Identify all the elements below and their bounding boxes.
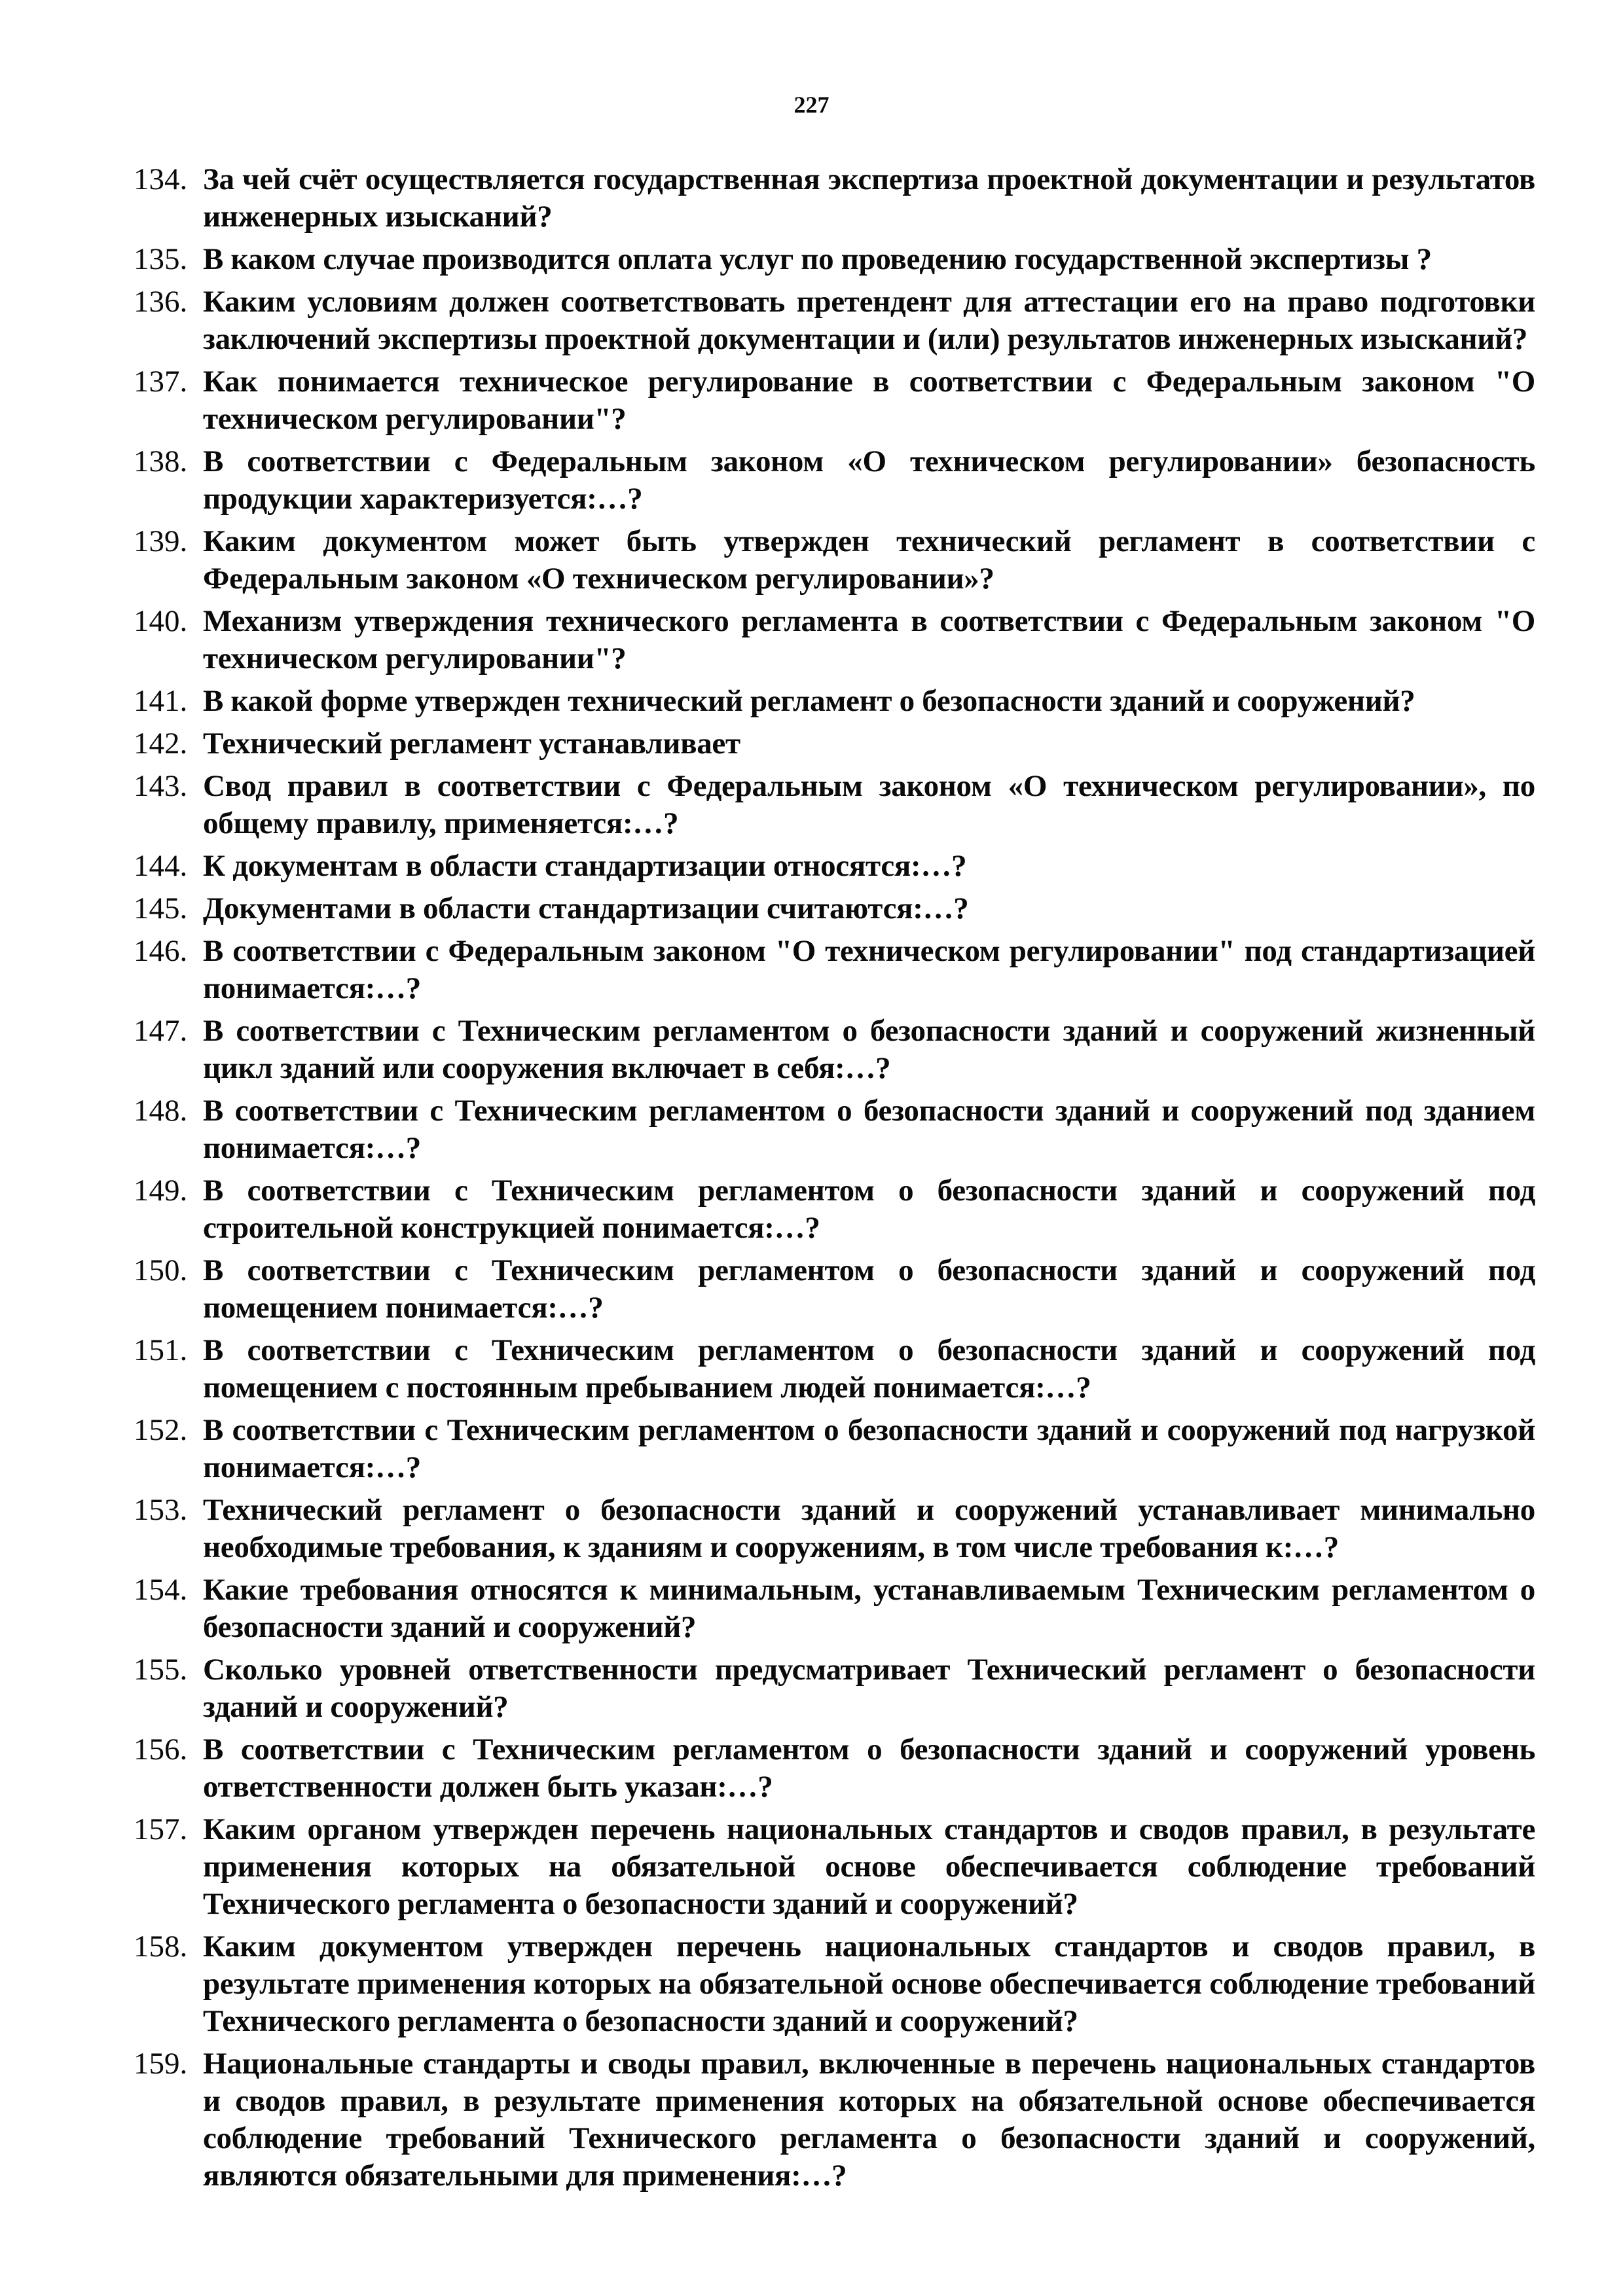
question-text: Свод правил в соответствии с Федеральным законом «О техническом регулировании», по общему правилу, применяется:…? xyxy=(203,769,1535,840)
question-text: Какие требования относятся к минимальным, устанавливаемым Техническим регламентом о безопасности зданий и сооружений? xyxy=(203,1573,1535,1644)
question-number: 155. xyxy=(134,1653,188,1687)
question-number: 142. xyxy=(134,726,188,761)
question-item xyxy=(111,725,1535,762)
question-item xyxy=(111,1492,1535,1566)
question-item xyxy=(111,523,1535,598)
question-item xyxy=(111,2045,1535,2195)
question-number: 149. xyxy=(134,1174,188,1208)
question-number: 135. xyxy=(134,242,188,276)
question-text: Каким условиям должен соответствовать претендент для аттестации его на право подготовки заключений экспертизы проектной документации и (или) результатов инженерных изысканий? xyxy=(203,285,1535,356)
question-text: В соответствии с Техническим регламентом о безопасности зданий и сооружений уровень ответственности должен быть указан:…? xyxy=(203,1732,1535,1804)
question-text: В соответствии с Федеральным законом «О техническом регулировании» безопасность продукции характеризуется:…? xyxy=(203,444,1535,516)
question-number-cell xyxy=(111,363,203,401)
question-number-cell xyxy=(111,1172,203,1210)
question-number-cell xyxy=(111,2045,203,2083)
question-text: К документам в области стандартизации относятся:…? xyxy=(203,849,967,883)
question-text: Механизм утверждения технического регламента в соответствии с Федеральным законом "О техническом регулировании"? xyxy=(203,604,1535,675)
question-text: За чей счёт осуществляется государственная экспертиза проектной документации и результатов инженерных изысканий? xyxy=(203,162,1535,234)
question-item xyxy=(111,1928,1535,2040)
question-number-cell xyxy=(111,848,203,885)
question-item xyxy=(111,1651,1535,1726)
question-text: Сколько уровней ответственности предусматривает Технический регламент о безопасности зданий и сооружений? xyxy=(203,1653,1535,1724)
question-number: 141. xyxy=(134,684,188,718)
question-item xyxy=(111,1092,1535,1167)
question-number-cell xyxy=(111,1928,203,1965)
question-text: В соответствии с Техническим регламентом о безопасности зданий и сооружений под нагрузкой понимается:…? xyxy=(203,1413,1535,1484)
question-number-cell xyxy=(111,683,203,720)
question-number: 144. xyxy=(134,849,188,883)
question-text: Каким документом утвержден перечень национальных стандартов и сводов правил, в результате применения которых на обязательной основе обеспечивается соблюдение требований Технического регламента о безопасности зданий и сооружений? xyxy=(203,1929,1535,2038)
question-item xyxy=(111,1412,1535,1486)
question-number-cell xyxy=(111,1492,203,1529)
question-number: 150. xyxy=(134,1253,188,1287)
question-number: 158. xyxy=(134,1929,188,1964)
question-item xyxy=(111,603,1535,677)
question-number: 139. xyxy=(134,524,188,558)
question-number-cell xyxy=(111,1571,203,1609)
question-text: В каком случае производится оплата услуг по проведению государственной экспертизы ? xyxy=(203,242,1432,276)
question-number-cell xyxy=(111,1731,203,1768)
question-text: Каким органом утвержден перечень национальных стандартов и сводов правил, в результате применения которых на обязательной основе обеспечивается соблюдение требований Технического регламента о безопасности зданий и сооружений? xyxy=(203,1812,1535,1921)
question-item xyxy=(111,443,1535,518)
question-text: Технический регламент о безопасности зданий и сооружений устанавливает минимально необходимые требования, к зданиям и сооружениям, в том числе требования к:…? xyxy=(203,1493,1535,1564)
question-text: Каким документом может быть утвержден технический регламент в соответствии с Федеральным законом «О техническом регулировании»? xyxy=(203,524,1535,596)
question-number: 143. xyxy=(134,769,188,803)
question-item xyxy=(111,1731,1535,1806)
question-number: 147. xyxy=(134,1014,188,1048)
question-item xyxy=(111,1332,1535,1407)
question-item xyxy=(111,890,1535,927)
question-item xyxy=(111,768,1535,842)
question-number: 138. xyxy=(134,444,188,478)
question-number: 136. xyxy=(134,285,188,319)
question-text: В соответствии с Техническим регламентом о безопасности зданий и сооружений под зданием понимается:…? xyxy=(203,1094,1535,1165)
question-text: В соответствии с Техническим регламентом о безопасности зданий и сооружений жизненный цикл зданий или сооружения включает в себя:…? xyxy=(203,1014,1535,1085)
question-item xyxy=(111,1252,1535,1327)
question-number: 159. xyxy=(134,2047,188,2081)
question-number-cell xyxy=(111,890,203,927)
question-item xyxy=(111,1013,1535,1087)
question-number-cell xyxy=(111,725,203,762)
question-number-cell xyxy=(111,523,203,560)
question-text: Как понимается техническое регулирование в соответствии с Федеральным законом "О техническом регулировании"? xyxy=(203,365,1535,436)
question-item xyxy=(111,241,1535,278)
question-item xyxy=(111,1571,1535,1646)
question-text: Технический регламент устанавливает xyxy=(203,726,740,761)
question-number: 154. xyxy=(134,1573,188,1607)
question-text: В соответствии с Техническим регламентом о безопасности зданий и сооружений под помещением понимается:…? xyxy=(203,1253,1535,1325)
question-number: 137. xyxy=(134,365,188,399)
question-number: 157. xyxy=(134,1812,188,1846)
question-number-cell xyxy=(111,161,203,198)
question-item xyxy=(111,1172,1535,1247)
question-number-cell xyxy=(111,1092,203,1130)
question-number: 146. xyxy=(134,934,188,968)
question-text: Национальные стандарты и своды правил, включенные в перечень национальных стандартов и сводов правил, в результате применения которых на обязательной основе обеспечивается соблюдение требований Технического регламента о безопасности зданий и сооружений, являются обязательными для применения:…? xyxy=(203,2047,1535,2193)
question-number-cell xyxy=(111,768,203,805)
question-number-cell xyxy=(111,1013,203,1050)
question-item xyxy=(111,161,1535,236)
question-item xyxy=(111,1811,1535,1923)
question-number: 140. xyxy=(134,604,188,638)
question-item xyxy=(111,848,1535,885)
question-number: 156. xyxy=(134,1732,188,1767)
question-text: В какой форме утвержден технический регламент о безопасности зданий и сооружений? xyxy=(203,684,1415,718)
question-number: 151. xyxy=(134,1333,188,1367)
question-number-cell xyxy=(111,1332,203,1369)
question-number-cell xyxy=(111,443,203,480)
question-number-cell xyxy=(111,933,203,970)
question-number-cell xyxy=(111,1252,203,1289)
question-text: В соответствии с Техническим регламентом о безопасности зданий и сооружений под строительной конструкцией понимается:…? xyxy=(203,1174,1535,1245)
question-number: 153. xyxy=(134,1493,188,1527)
question-item xyxy=(111,283,1535,358)
question-number: 134. xyxy=(134,162,188,196)
question-item xyxy=(111,363,1535,438)
question-item xyxy=(111,683,1535,720)
question-number: 148. xyxy=(134,1094,188,1128)
question-text: В соответствии с Техническим регламентом о безопасности зданий и сооружений под помещением с постоянным пребыванием людей понимается:…? xyxy=(203,1333,1535,1405)
page-number: 227 xyxy=(793,92,830,118)
question-number-cell xyxy=(111,283,203,321)
question-number: 145. xyxy=(134,891,188,925)
question-list xyxy=(111,161,1535,2200)
question-number-cell xyxy=(111,1651,203,1689)
question-number-cell xyxy=(111,1412,203,1449)
question-number-cell xyxy=(111,241,203,278)
question-number: 152. xyxy=(134,1413,188,1447)
question-text: Документами в области стандартизации считаются:…? xyxy=(203,891,969,925)
question-item xyxy=(111,933,1535,1007)
question-text: В соответствии с Федеральным законом "О техническом регулировании" под стандартизацией понимается:…? xyxy=(203,934,1535,1005)
question-number-cell xyxy=(111,603,203,640)
question-number-cell xyxy=(111,1811,203,1848)
